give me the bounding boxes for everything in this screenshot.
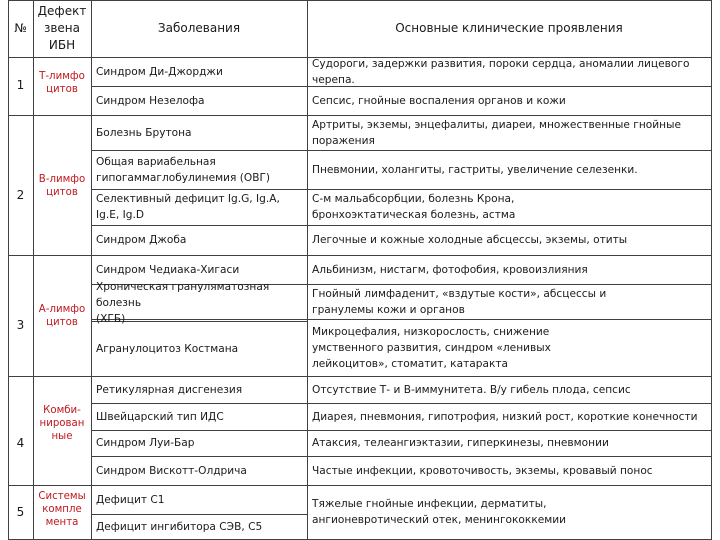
disease-cell: Селективный дефицит Ig.G, Ig.A, Ig.E, Ig.D	[96, 193, 280, 221]
table-border	[91, 0, 92, 540]
manifestation-cell: Тяжелые гнойные инфекции, дерматиты, ангионевротический отек, менингококкемии	[312, 498, 566, 526]
table-border	[307, 0, 308, 540]
manifestation-cell: Легочные и кожные холодные абсцессы, экземы, отиты	[312, 234, 628, 246]
disease-cell: Дефицит С1	[96, 493, 165, 506]
group-number: 5	[16, 505, 25, 519]
header-diseases: Заболевания	[157, 21, 241, 35]
manifestation-cell: Атаксия, телеангиэктазии, гиперкинезы, пневмонии	[312, 437, 609, 449]
manifestation-cell: Микроцефалия, низкорослость, снижение умственного развития, синдром «ленивых лейкоцитов», стоматит, катаракта	[312, 325, 551, 370]
defect-label: Системы компле мента	[38, 491, 86, 528]
group-number: 4	[16, 436, 25, 450]
group-number: 1	[16, 78, 25, 92]
manifestation-cell: Сепсис, гнойные воспаления органов и кожи	[312, 94, 566, 107]
manifestation-cell: Отсутствие Т- и В-иммунитета. В/у гибель плода, сепсис	[312, 383, 631, 396]
header-defect: Дефект звена ИБН	[37, 4, 87, 52]
defect-label: Комби- нирован ные	[39, 405, 85, 442]
defect-label: В-лимфо цитов	[38, 174, 86, 198]
group-number: 2	[16, 188, 25, 202]
disease-cell: Синдром Незелофа	[96, 94, 205, 107]
manifestation-cell: Артриты, экземы, энцефалиты, диареи, множественные гнойные поражения	[312, 118, 681, 147]
disease-cell: Хроническая грануляматозная болезнь (ХГБ)	[96, 280, 270, 325]
header-manifestations: Основные клинические проявления	[395, 21, 623, 35]
disease-cell: Дефицит ингибитора СЭВ, С5	[96, 520, 263, 533]
manifestation-cell: Гнойный лимфаденит, «вздутые кости», абсцессы и гранулемы кожи и органов	[312, 287, 607, 316]
manifestation-cell: Диарея, пневмония, гипотрофия, низкий рост, короткие конечности	[312, 410, 698, 423]
disease-cell: Синдром Ди-Джорджи	[96, 65, 223, 78]
manifestation-cell: С-м мальабсорбции, болезнь Крона, бронхоэктатическая болезнь, астма	[312, 193, 516, 221]
disease-cell: Синдром Чедиака-Хигаси	[96, 263, 240, 276]
disease-cell: Общая вариабельная гипогаммаглобулинемия (ОВГ)	[96, 155, 271, 184]
manifestation-cell: Судороги, задержки развития, пороки сердца, аномалии лицевого черепа.	[312, 57, 690, 86]
manifestation-cell: Пневмонии, холангиты, гастриты, увеличение селезенки.	[312, 163, 638, 176]
defect-label: Т-лимфо цитов	[39, 71, 85, 95]
table-border	[711, 0, 712, 540]
manifestation-cell: Альбинизм, нистагм, фотофобия, кровоизлияния	[312, 263, 588, 276]
disease-cell: Синдром Джоба	[96, 234, 187, 246]
defect-label: А-лимфо цитов	[38, 304, 86, 328]
disease-cell: Синдром Луи-Бар	[96, 437, 195, 449]
disease-cell: Швейцарский тип ИДС	[96, 410, 224, 423]
disease-cell: Синдром Вискотт-Олдрича	[96, 464, 247, 477]
header-number: №	[14, 21, 27, 35]
disease-cell: Болезнь Брутона	[96, 126, 192, 139]
manifestation-cell: Частые инфекции, кровоточивость, экземы, кровавый понос	[312, 464, 653, 477]
disease-cell: Ретикулярная дисгенезия	[96, 383, 243, 396]
disease-cell: Агранулоцитоз Костмана	[96, 342, 239, 355]
group-number: 3	[16, 318, 25, 332]
